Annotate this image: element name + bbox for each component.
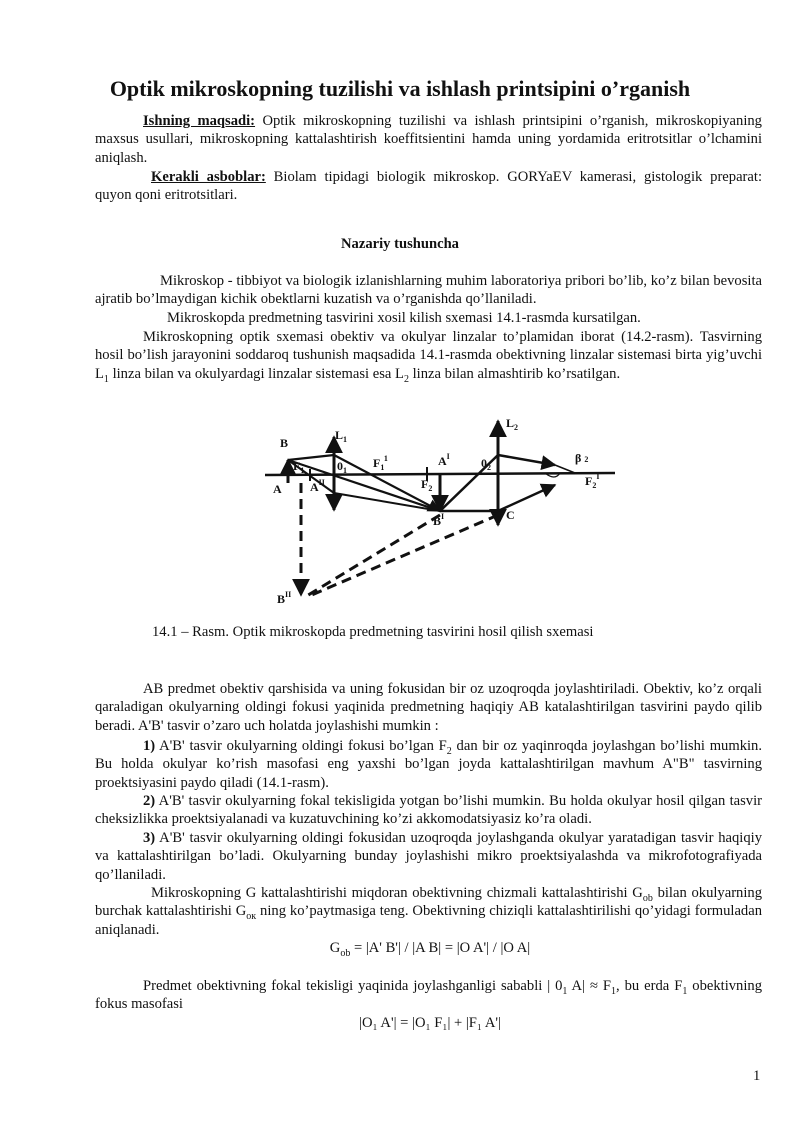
aim-paragraph xyxy=(95,112,762,167)
formula-distance-sum: |O₁ A'| = |O₁ F₁| + |F₁ A'| xyxy=(359,1015,501,1031)
page-title: Optik mikroskopning tuzilishi va ishlash printsipini o’rganish xyxy=(109,76,691,101)
label-f2-prime: $F_2^I$ xyxy=(585,472,600,490)
aim-text: Optik mikroskopning tuzilishi va ishlash printsipini o’rganish, mikroskopiyaning maxsus usullari, mikroskopning kattalashtirish koeffitsientini hamda uning yordamida eritrotsitlar o’lchamini aniqlash. xyxy=(95,113,762,166)
theory-paragraph-1: Mikroskop - tibbiyot va biologik izlanishlarning muhim laboratoriya pribori bo’lib, ko’z bilan bevosita ajratib bo’lmaydigan kichik obektlarni kuzatish va o’rganishda qo’llaniladi. xyxy=(95,273,762,308)
figure-caption: 14.1 – Rasm. Optik mikroskopda predmetning tasvirini hosil qilish sxemasi xyxy=(152,624,594,640)
virtual-ray-1 xyxy=(305,515,440,597)
body-paragraph-1: AB predmet obektiv qarshisida va uning fokusidan bir oz uzoqroqda joylashtiriladi. Obektiv, ko’z orqali qaraladigan okulyarning oldingi fokusi yaqinida predmetning haqiqiy AB katalashtirilgan tasvirini paydo qilib beradi. A'B' tasvir o’zaro uch holatda joylashishi mumkin : xyxy=(95,681,762,734)
label-l1: $L_1$ xyxy=(335,428,348,444)
virtual-ray-2 xyxy=(307,515,498,597)
magnification-paragraph: Mikroskopning G kattalashtirishi miqdoran obektivning chizmali kattalashtirishi $G_{ob}$ bilan okulyarning burchak kattalashtirishi $G_{ок}$ ning ko’paytmasiga teng. Obektivning chiziqli kattalashtirilishi qo’yidagi formuladan aniqlanadi. xyxy=(95,885,763,938)
optical-scheme-figure xyxy=(255,415,625,605)
tools-label: Kerakli asboblar: xyxy=(151,169,266,185)
case-3-paragraph: 3) A'B' tasvir okulyarning oldingi fokusidan uzoqroqda joylashganda okulyar yaratadigan tasvir haqiqiy va kattalashtirilgan bo’ladi. Okulyarning bunday joylashishi mikro proektsiyalashda va mikrofotografiyada qo’llaniladi. xyxy=(95,830,762,883)
theory-paragraph-3: Mikroskopning optik sxemasi obektiv va okulyar linzalar to’plamidan iborat (14.2-rasm). Tasvirning hosil bo’lish jarayonini soddaroq tushunish maqsadida 14.1-rasmda obektivning linzalar sistemasi birta yig’uvchi $L_1$ linza bilan va okulyardagi linzalar sistemasi esa $L_2$ linza bilan almashtirib ko’rsatilgan. xyxy=(95,329,762,385)
label-f1-prime: $F_1^1$ xyxy=(373,454,388,472)
case-2-paragraph: 2) A'B' tasvir okulyarning fokal tekisligida yotgan bo’lishi mumkin. Bu holda okulyar hosil qilgan tasvir cheksizlikka proektsiyalanadi va kuzatuvchining ko’zi akkomodatsiyasiz ko’ra oladi. xyxy=(95,793,762,828)
label-c: C xyxy=(506,508,515,522)
label-l2: $L_2$ xyxy=(506,416,519,432)
tools-paragraph xyxy=(95,168,762,205)
label-a-prime: $A^I$ xyxy=(438,452,450,468)
formula-objective-magnification: $G_{ob} = |A'$ B'| / |A B| = |O A'| / |O A| xyxy=(329,940,531,959)
focal-paragraph: Predmet obektivning fokal tekisligi yaqinida joylashganligi sababli | $0_1$ $A| \approx F_1$, bu erda $F_1$ obektivning fokus masofasi xyxy=(95,978,763,1013)
label-a: A xyxy=(273,482,282,496)
label-o1: $0_1$ xyxy=(337,459,347,475)
aim-label: Ishning maqsadi: xyxy=(143,113,256,129)
label-b-prime: $B^I$ xyxy=(433,512,445,528)
optical-axis xyxy=(265,473,615,475)
theory-paragraph-2: Mikroskopda predmetning tasvirini xosil kilish sxemasi 14.1-rasmda kursatilgan. xyxy=(167,310,641,326)
tools-text: Biolam tipidagi biologik mikroskop. GORYaEV kamerasi, gistologik preparat: quyon qoni eritrotsitlari. xyxy=(95,169,762,204)
label-b: B xyxy=(280,436,289,450)
label-f1: $F_1$ xyxy=(293,459,305,475)
label-o2: $0_2$ xyxy=(481,456,491,472)
section-heading: Nazariy tushuncha xyxy=(341,236,459,252)
label-beta2: β 2 xyxy=(575,451,589,465)
ray-l2-out-1 xyxy=(498,455,555,465)
page-number: 1 xyxy=(753,1068,761,1084)
label-f2: $F_2$ xyxy=(421,477,433,493)
label-b-double-prime: $B^{II}$ xyxy=(277,590,292,605)
ray-eye xyxy=(555,465,575,473)
case-1-paragraph: 1) A'B' tasvir okulyarning oldingi fokusi bo’lgan $F_2$ dan bir oz yaqinroqda joylashgan bo’lishi mumkin. Bu holda okulyar ko’rish masofasi eng yaxshi bo’lgan joyda kattalashtirilgan mavhum A"B" tasvirning proektsiyasini paydo qiladi (14.1-rasm). xyxy=(95,738,762,791)
label-a-double-prime: $A^{II}$ xyxy=(310,478,325,494)
